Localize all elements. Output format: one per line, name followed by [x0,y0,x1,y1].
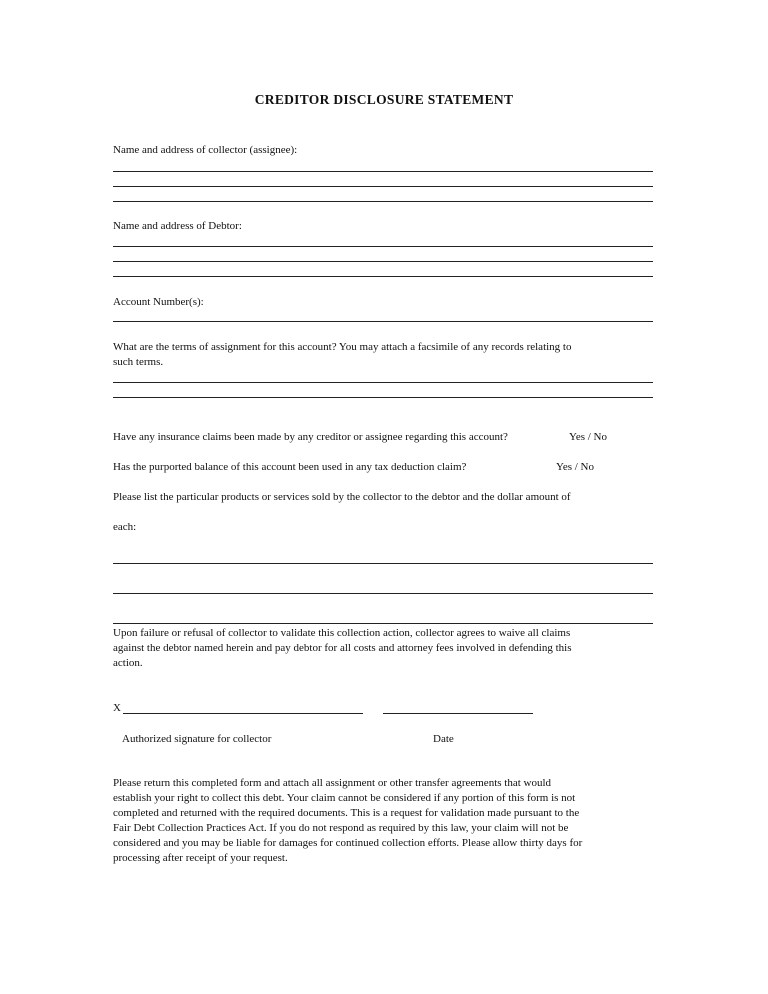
products-label-line-2: each: [113,521,137,533]
closing-line-3: completed and returned with the required documents. This is a request for validation made pursuant to the [113,807,580,819]
account-line[interactable] [113,321,653,322]
signature-x-mark: X [113,702,121,714]
terms-label-line-1: What are the terms of assignment for this account? You may attach a facsimile of any records relating to [113,341,572,353]
closing-line-5: considered and you may be liable for damages for continued collection efforts. Please allow thirty days for [113,837,583,849]
signature-line[interactable] [123,713,363,714]
closing-line-4: Fair Debt Collection Practices Act. If you do not respond as required by this law, your claim will not be [113,822,569,834]
collector-line-3[interactable] [113,201,653,202]
terms-line-1[interactable] [113,382,653,383]
closing-line-1: Please return this completed form and attach all assignment or other transfer agreements that would [113,777,552,789]
account-label: Account Number(s): [113,296,204,308]
page-title: CREDITOR DISCLOSURE STATEMENT [254,92,514,107]
closing-line-6: processing after receipt of your request. [113,852,288,864]
terms-label-line-2: such terms. [113,356,164,368]
closing-line-2: establish your right to collect this debt. Your claim cannot be considered if any portion of this form is not [113,792,576,804]
products-line-1[interactable] [113,563,653,564]
products-line-3[interactable] [113,623,653,624]
insurance-yes-no[interactable]: Yes / No [569,431,608,443]
debtor-line-3[interactable] [113,276,653,277]
tax-question: Has the purported balance of this account been used in any tax deduction claim? [113,461,467,473]
products-label-line-1: Please list the particular products or services sold by the collector to the debtor and the dollar amount of [113,491,571,503]
collector-label: Name and address of collector (assignee): [113,144,298,156]
waiver-line-1: Upon failure or refusal of collector to validate this collection action, collector agrees to waive all claims [113,627,571,639]
date-line[interactable] [383,713,533,714]
date-label: Date [433,733,454,745]
products-line-2[interactable] [113,593,653,594]
debtor-line-2[interactable] [113,261,653,262]
waiver-line-2: against the debtor named herein and pay debtor for all costs and attorney fees involved in defending this [113,642,572,654]
debtor-line-1[interactable] [113,246,653,247]
waiver-line-3: action. [113,657,143,669]
collector-line-1[interactable] [113,171,653,172]
insurance-question: Have any insurance claims been made by any creditor or assignee regarding this account? [113,431,508,443]
collector-line-2[interactable] [113,186,653,187]
debtor-label: Name and address of Debtor: [113,220,242,232]
signature-label: Authorized signature for collector [122,733,272,745]
tax-yes-no[interactable]: Yes / No [556,461,595,473]
terms-line-2[interactable] [113,397,653,398]
